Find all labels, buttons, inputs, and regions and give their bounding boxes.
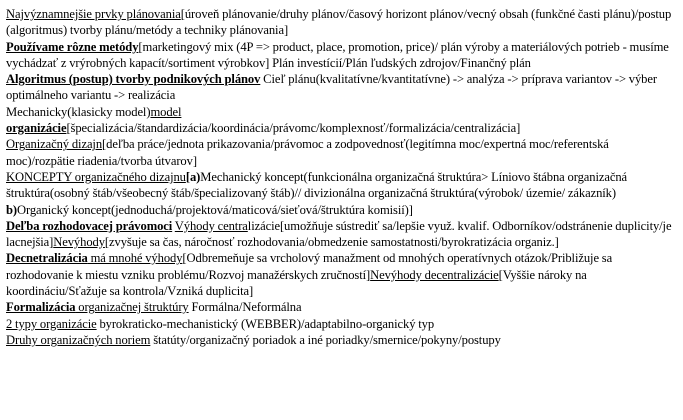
text-run: Formálna/Neformálna bbox=[188, 300, 302, 315]
text-run: [zvyšuje sa čas, náročnosť rozhodovania/obmedzenie samostatnosti/byrokratizácia organiz.] bbox=[104, 235, 559, 250]
paragraph-p5 bbox=[6, 120, 677, 136]
heading-run: Decnetralizácia bbox=[6, 251, 88, 266]
heading-run: b) bbox=[6, 202, 17, 217]
heading-run: má mnohé výhody bbox=[87, 251, 183, 266]
heading-run: Výhody centra bbox=[174, 218, 248, 233]
paragraph-p7 bbox=[6, 169, 677, 218]
heading-run: Druhy organizačných noriem bbox=[6, 332, 151, 347]
paragraph-p1 bbox=[6, 6, 677, 39]
paragraph-p4 bbox=[6, 104, 677, 120]
paragraph-p2 bbox=[6, 39, 677, 72]
heading-run: Používame rôzne metódy bbox=[6, 39, 139, 54]
paragraph-p8 bbox=[6, 218, 677, 251]
text-run: štatúty/organizačný poriadok a iné poriadky/smernice/pokyny/postupy bbox=[150, 332, 501, 347]
heading-run: Formalizácia bbox=[6, 300, 76, 315]
text-run: byrokraticko-mechanistický (WEBBER)/adaptabilno-organický typ bbox=[96, 316, 435, 331]
text-run: [Vyššie nároky na koordináciu/Sťažuje sa kontrola/Vzniká duplicita] bbox=[6, 267, 587, 299]
text-run: Cieľ plánu(kvalitatívne/kvantitatívne) -> analýza -> príprava variantov -> výber optimálneho variantu -> realizácia bbox=[6, 72, 657, 103]
paragraph-p12 bbox=[6, 332, 677, 348]
paragraph-p3 bbox=[6, 71, 677, 104]
text-run: lizácie[umožňuje sústrediť sa/lepšie využ. kvalif. Odborníkov/odstránenie duplicity/je lacnejšia] bbox=[6, 218, 672, 250]
text-run: Organický koncept(jednoduchá/projektová/maticová/sieťová/štruktúra komisií)] bbox=[17, 202, 413, 217]
text-run: [špecializácia/štandardizácia/koordinácia/právomc/komplexnosť/formalizácia/centralizácia] bbox=[66, 121, 521, 136]
heading-run: organizačnej štruktúry bbox=[75, 300, 189, 315]
heading-run: Nevýhody decentralizácie bbox=[370, 267, 499, 282]
heading-run: model bbox=[150, 104, 182, 119]
heading-run: 2 typy organizácie bbox=[6, 316, 97, 331]
text-run: Mechanický koncept(funkcionálna organizačná štruktúra> Líniovo štábna organizačná štruktúra(osobný štáb/všeobecný štáb/špecializovaný štáb)// divizionálna organizačná štruktúra(výrobok/ územie/ zákazník) bbox=[6, 169, 628, 201]
heading-run: Deľba rozhodovacej právomoci bbox=[6, 218, 173, 233]
heading-run: Nevýhody bbox=[53, 235, 105, 250]
heading-run: Najvýznamnejšie prvky plánovania bbox=[6, 7, 181, 21]
text-run: [deľba práce/jednota prikazovania/právomoc a zodpovednosť(legitímna moc/expertná moc/referentská moc)/rozpätie riadenia/tvorba útvarov] bbox=[6, 137, 609, 168]
heading-run: KONCEPTY organizačného dizajnu bbox=[6, 169, 186, 184]
text-run: [Odbremeňuje sa vrcholový manažment od mnohých operatívnych otázok/Približuje sa rozhodovanie k miestu vzniku problému/Rozvoj manažérskych zručností] bbox=[6, 251, 613, 282]
heading-run: [a) bbox=[185, 169, 201, 184]
text-run: [úroveň plánovanie/druhy plánov/časový horizont plánov/vecný obsah (funkčné časti plánu)/postup (algoritmus) tvorby plánu/metódy a techniky plánovania] bbox=[6, 7, 672, 38]
heading-run: Algoritmus (postup) tvorby podnikových plánov bbox=[6, 72, 261, 87]
paragraph-p10 bbox=[6, 299, 677, 315]
heading-run: Organizačný dizajn bbox=[6, 137, 103, 152]
paragraph-p11 bbox=[6, 316, 677, 332]
heading-run: organizácie bbox=[6, 121, 67, 136]
text-run: [marketingový mix (4P => product, place, promotion, price)/ plán výroby a materiálových potrieb - musíme vychádzať z vrýrobných kapacít/sortiment výrobkov] Plán investícií/Plán ľudských zdrojov/Finančný plán bbox=[6, 39, 669, 70]
paragraph-p9 bbox=[6, 250, 677, 299]
text-run: Mechanicky(klasicky model) bbox=[6, 104, 151, 119]
paragraph-p6 bbox=[6, 136, 677, 169]
